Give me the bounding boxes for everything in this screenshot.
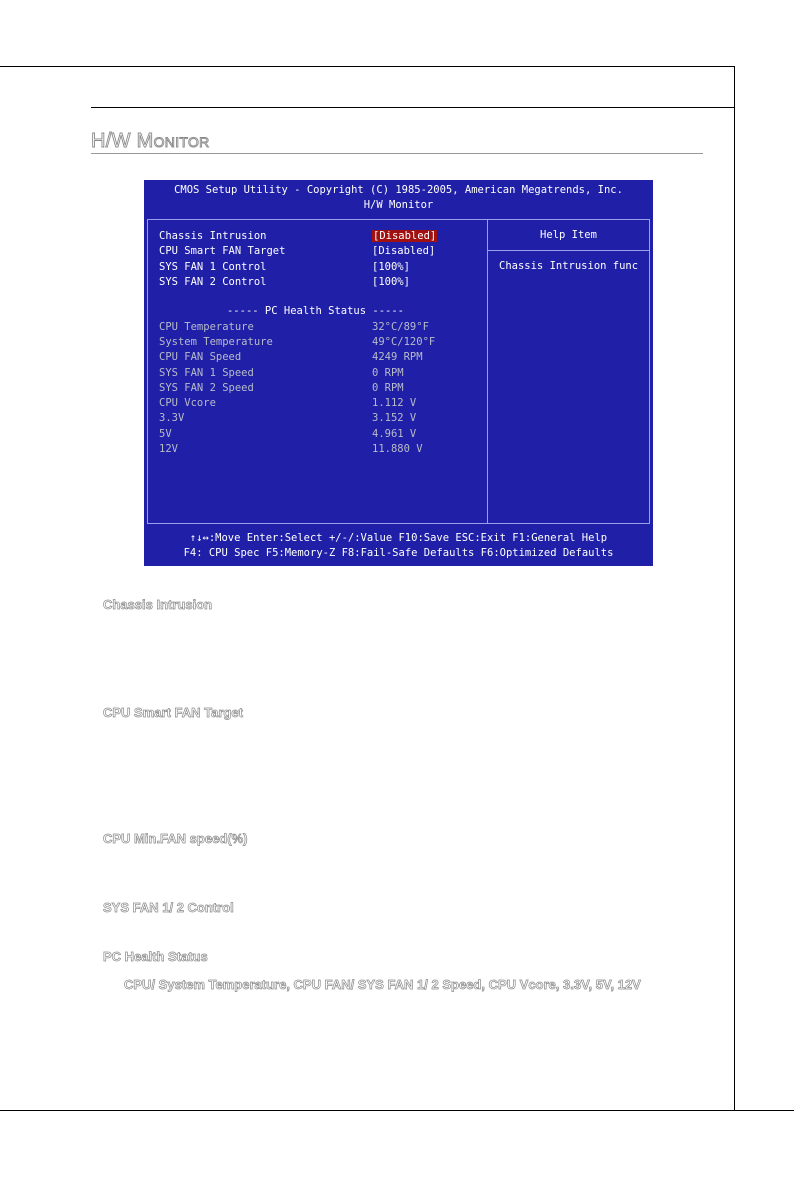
section-title: H/W Monitor <box>91 130 210 152</box>
bios-setting-cpu-smart-fan-target[interactable]: CPU Smart FAN Target <box>159 245 286 257</box>
selected-value[interactable]: [Disabled] <box>373 230 437 242</box>
bios-pc-health-heading: ----- PC Health Status ----- <box>226 305 404 317</box>
health-label: 5V <box>159 428 172 440</box>
health-label: CPU Vcore <box>159 397 216 409</box>
bios-help-title: Help Item <box>540 229 597 241</box>
bios-screen <box>144 180 653 566</box>
health-label: SYS FAN 1 Speed <box>159 367 254 379</box>
bios-help-divider <box>487 219 488 524</box>
bios-header-page: H/W Monitor <box>363 199 434 211</box>
item-pc-health-status-desc: CPU/ System Temperature, CPU FAN/ SYS FAN 1/ 2 Speed, CPU Vcore, 3.3V, 5V, 12V <box>124 977 641 992</box>
health-value: 0 RPM <box>372 382 404 394</box>
bios-header-copyright: CMOS Setup Utility - Copyright (C) 1985-2005, American Megatrends, Inc. <box>174 184 623 196</box>
bios-setting-cpu-smart-fan-target-value[interactable]: [Disabled] <box>372 245 436 257</box>
health-value: 3.152 V <box>372 412 417 424</box>
health-value: 49°C/120°F <box>372 336 436 348</box>
top-rule <box>0 66 735 67</box>
health-value: 11.880 V <box>372 443 423 455</box>
bios-header <box>144 183 653 213</box>
health-label: CPU Temperature <box>159 321 254 333</box>
item-pc-health-status: PC Health Status <box>103 949 208 964</box>
bios-setting-sys-fan-1-control-value[interactable]: [100%] <box>372 261 410 273</box>
bios-help-text: Chassis Intrusion func <box>499 260 639 272</box>
item-cpu-min-fan-speed: CPU Min.FAN speed(%) <box>103 831 248 846</box>
bios-help-separator <box>488 250 649 251</box>
right-border <box>734 66 735 1111</box>
health-value: 0 RPM <box>372 367 404 379</box>
bios-footer-keys-2: F4: CPU Spec F5:Memory-Z F8:Fail-Safe Defaults F6:Optimized Defaults <box>183 547 614 559</box>
health-label: 12V <box>159 443 178 455</box>
health-value: 4249 RPM <box>372 351 423 363</box>
bios-footer <box>144 531 653 561</box>
bios-setting-sys-fan-2-control-value[interactable]: [100%] <box>372 276 410 288</box>
item-cpu-smart-fan-target: CPU Smart FAN Target <box>103 705 243 720</box>
bios-setting-sys-fan-1-control[interactable]: SYS FAN 1 Control <box>159 261 267 273</box>
header-rule <box>91 107 735 108</box>
bottom-rule <box>0 1110 794 1111</box>
health-label: 3.3V <box>159 412 185 424</box>
bios-footer-keys-1: ↑↓↔:Move Enter:Select +/-/:Value F10:Save ESC:Exit F1:General Help <box>189 532 608 544</box>
bios-setting-chassis-intrusion-value[interactable] <box>372 229 437 244</box>
health-label: CPU FAN Speed <box>159 351 242 363</box>
section-title-underline <box>91 153 703 154</box>
bios-setting-sys-fan-2-control[interactable]: SYS FAN 2 Control <box>159 276 267 288</box>
item-chassis-intrusion: Chassis Intrusion <box>103 597 213 612</box>
health-value: 1.112 V <box>372 397 417 409</box>
health-value: 32°C/89°F <box>372 321 429 333</box>
bios-setting-chassis-intrusion[interactable]: Chassis Intrusion <box>159 230 267 242</box>
health-value: 4.961 V <box>372 428 417 440</box>
health-label: System Temperature <box>159 336 273 348</box>
health-label: SYS FAN 2 Speed <box>159 382 254 394</box>
item-sys-fan-control: SYS FAN 1/ 2 Control <box>103 900 234 915</box>
